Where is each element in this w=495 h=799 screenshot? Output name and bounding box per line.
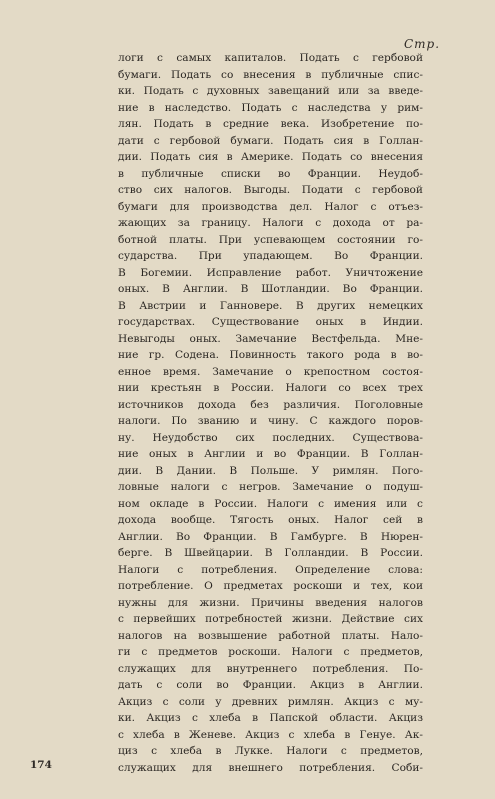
text-line: нужны для жизни. Причины введения налогов — [118, 596, 423, 609]
text-line: циз с хлеба в Лукке. Налоги с предметов, — [118, 745, 423, 757]
text-line: служащих для внешнего потребления. Соби- — [118, 761, 423, 774]
text-line: бумаги. Подать со внесения в публичные спис- — [118, 68, 423, 81]
text-line: Акциз с соли у древних римлян. Акциз с му- — [118, 695, 423, 708]
text-line: В Богемии. Исправление работ. Уничтожение — [118, 266, 423, 279]
text-line: потребление. О предметах роскоши и тех, кои — [118, 580, 423, 592]
text-line: ство сих налогов. Выгоды. Подати с гербовой — [118, 184, 423, 196]
text-line: государствах. Существование оных в Индии. — [118, 316, 423, 328]
text-line: налоги. По званию и чину. С каждого поров- — [118, 415, 423, 427]
text-line: с первейших потребностей жизни. Действие сих — [118, 613, 423, 625]
text-line: ки. Подать с духовных завещаний или за введе- — [118, 85, 423, 97]
text-line: Невыгоды оных. Замечание Вестфельда. Мне- — [118, 332, 423, 345]
text-line: ном окладе в России. Налоги с имения или с — [118, 497, 423, 510]
text-line: бумаги для производства дел. Налог с отъез- — [118, 200, 423, 213]
text-line: налогов на возвышение работной платы. Нало- — [118, 629, 423, 642]
text-line: ловные налоги с негров. Замечание о подуш- — [118, 481, 423, 493]
text-line: ботной платы. При успевающем состоянии го- — [118, 233, 423, 246]
text-line: ги с предметов роскоши. Налоги с предметов, — [118, 646, 423, 658]
text-line: жающих за границу. Налоги с дохода от ра- — [118, 217, 423, 229]
text-line: лян. Подать в средние века. Изобретение по- — [118, 118, 423, 130]
text-line: дохода вообще. Тягость оных. Налог сей в — [118, 514, 423, 526]
text-line: оных. В Англии. В Шотландии. Во Франции. — [118, 283, 423, 295]
text-line: дии. В Дании. В Польше. У римлян. Пого- — [118, 464, 423, 477]
text-line: В Австрии и Ганновере. В других немецких — [118, 299, 423, 312]
text-line: дать с соли во Франции. Акциз в Англии. — [118, 679, 423, 691]
text-line: ки. Акциз с хлеба в Папской области. Акциз — [118, 712, 423, 724]
text-line: ние в наследство. Подать с наследства у рим- — [118, 101, 423, 114]
text-line: нии крестьян в России. Налоги со всех трех — [118, 382, 423, 394]
text-line: берге. В Швейцарии. В Голландии. В России. — [118, 547, 423, 559]
text-line: логи с самых капиталов. Подать с гербовой — [118, 52, 423, 64]
table-of-contents-text — [118, 50, 423, 776]
text-line: дати с гербовой бумаги. Подать сия в Голлан- — [118, 134, 423, 147]
text-line: ну. Неудобство сих последних. Существова- — [118, 431, 423, 444]
text-line: в публичные списки во Франции. Неудоб- — [118, 167, 423, 180]
text-line: енное время. Замечание о крепостном состоя- — [118, 365, 423, 378]
text-line: Англии. Во Франции. В Гамбурге. В Нюрен- — [118, 530, 423, 543]
column-header: Стр. — [404, 37, 441, 51]
page-number: 174 — [30, 759, 52, 771]
text-line: источников дохода без различия. Поголовные — [118, 398, 423, 411]
text-line: ние гр. Содена. Повинность такого рода в во- — [118, 349, 423, 361]
text-line: служащих для внутреннего потребления. По- — [118, 662, 423, 675]
text-line: ние оных в Англии и во Франции. В Голлан- — [118, 448, 423, 460]
text-line: Налоги с потребления. Определение слова: — [118, 563, 423, 576]
text-line: дии. Подать сия в Америке. Подать со внесения — [118, 151, 423, 163]
text-line: сударства. При упадающем. Во Франции. — [118, 250, 423, 262]
text-line: с хлеба в Женеве. Акциз с хлеба в Генуе. Ак- — [118, 728, 423, 741]
